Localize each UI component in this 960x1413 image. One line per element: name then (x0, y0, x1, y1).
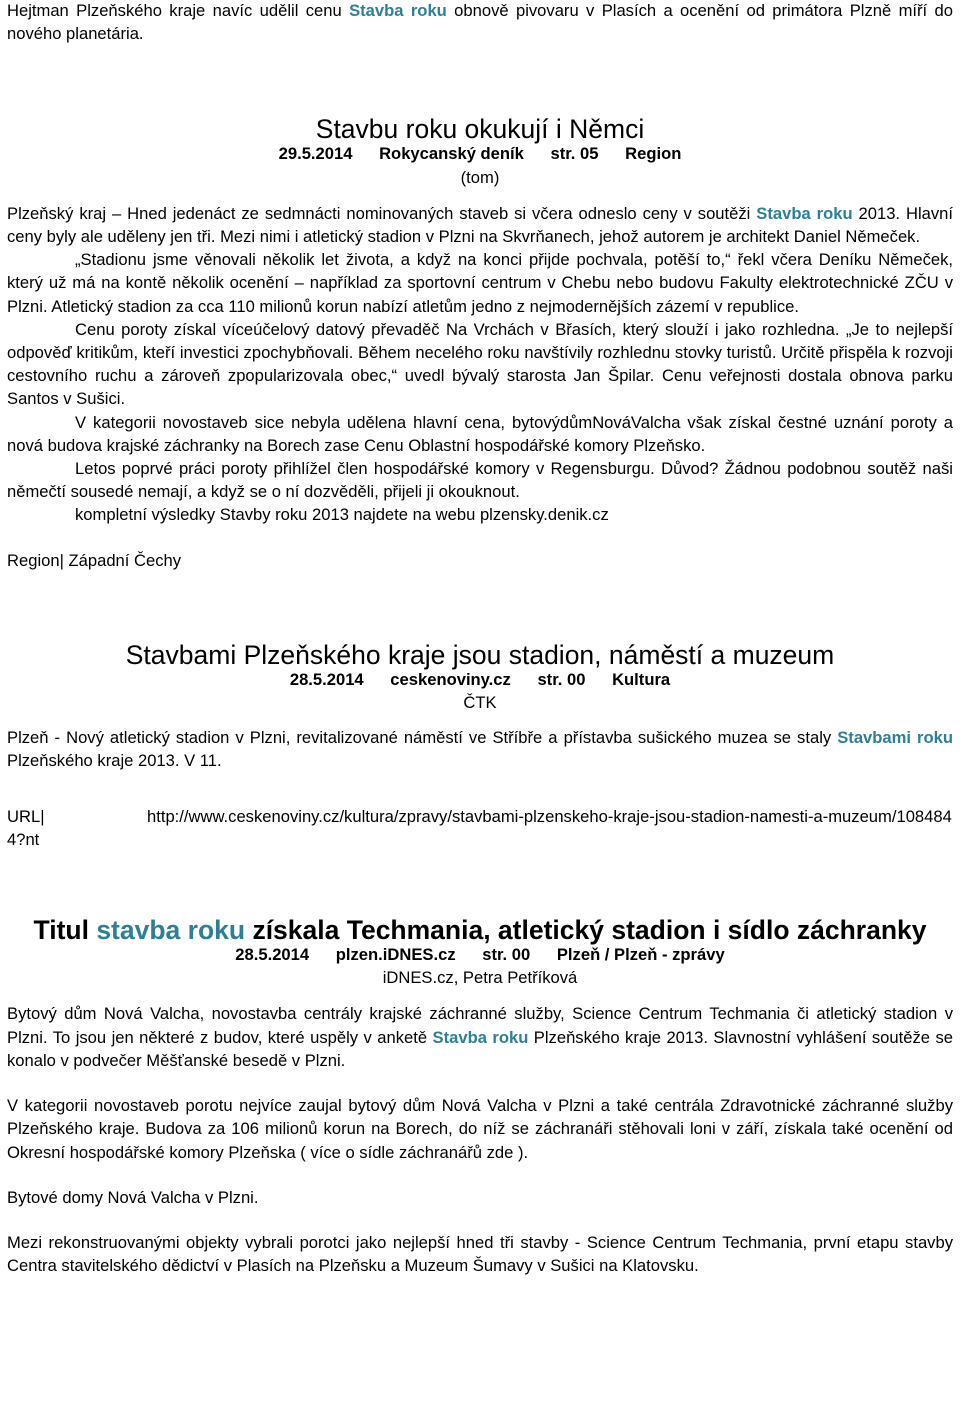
url-line (7, 805, 953, 851)
article-paragraph: Plzeň - Nový atletický stadion v Plzni, revitalizované náměstí ve Stříbře a přístavba sušického muzea se staly Stavbami roku Plzeňského kraje 2013. V 11. (7, 728, 953, 771)
keyword-link[interactable]: Stavba roku (349, 1, 447, 20)
article-meta: 28.5.2014 ceskenoviny.cz str. 00 Kultura (289, 669, 671, 689)
article-paragraph: V kategorii novostaveb porotu nejvíce zaujal bytový dům Nová Valcha v Plzni a také centrála Zdravotnické záchranné služby Plzeňského kraje. Budova za 106 milionů korun na Borech, do níž se záchranáři stěhovali loni v září, získala také ocenění od Okresní hospodářské komory Plzeňska ( více o sídle záchranářů zde ). (7, 1096, 953, 1162)
url-label: URL| (7, 806, 45, 826)
article-paragraph: kompletní výsledky Stavby roku 2013 najdete na webu plzensky.denik.cz (75, 505, 609, 525)
article-author: (tom) (460, 167, 500, 187)
keyword-link[interactable]: Stavba roku (432, 1027, 529, 1047)
article-paragraph: Cenu poroty získal víceúčelový datový převaděč Na Vrchách v Břasích, který slouží i jako rozhledna. „Je to nejlepší odpověď kritikům, kteří investici zpochybňovali. Během necelého roku navštívily rozhlednu stovky turistů. Určitě přispěla k rozvoji cestovního ruchu a zároveň zpopularizovala obec,“ uvedl bývalý starosta Jan Špilar. Cenu veřejnosti dostala obnova parku Santos v Sušici. (7, 319, 953, 409)
article-title: Stavbami Plzeňského kraje jsou stadion, náměstí a muzeum (125, 639, 835, 670)
article-author: ČTK (463, 693, 497, 713)
article-paragraph: Mezi rekonstruovanými objekty vybrali porotci jako nejlepší hned tři stavby - Science Centrum Techmania, první etapu stavby Centra stavitelského dědictví v Plasích na Plzeňsku a Muzeum Šumavy v Sušici na Klatovsku. (7, 1232, 953, 1276)
article-paragraph: Letos poprvé práci poroty přihlížel člen hospodářské komory v Regensburgu. Důvod? Žádnou podobnou soutěž naši němečtí sousedé nemají, a když se o ní dozvěděli, přijeli ji okouknout. (7, 459, 953, 502)
article-paragraph: Bytové domy Nová Valcha v Plzni. (7, 1187, 259, 1207)
keyword-link[interactable]: Stavba roku (756, 203, 853, 223)
article-meta: 28.5.2014 plzen.iDNES.cz str. 00 Plzeň / Plzeň - zprávy (235, 945, 725, 965)
article-meta: 29.5.2014 Rokycanský deník str. 05 Region (278, 144, 682, 164)
article-2 (7, 640, 953, 851)
intro-paragraph: Hejtman Plzeňského kraje navíc udělil cenu Stavba roku obnově pivovaru v Plasích a ocenění od primátora Plzně míří do nového planetária. (7, 1, 953, 44)
source-url[interactable]: http://www.ceskenoviny.cz/kultura/zpravy/stavbami-plzenskeho-kraje-jsou-stadion-namesti-a-muzeum/1084844?nt (7, 806, 952, 849)
article-3 (7, 915, 953, 1277)
article-author: iDNES.cz, Petra Petříková (382, 968, 578, 988)
article-paragraph: V kategorii novostaveb sice nebyla udělena hlavní cena, bytovýdůmNováValcha však získal čestné uznání poroty a nová budova krajské záchranky na Borech zase Cenu Oblastní hospodářské komory Plzeňsko. (7, 412, 953, 455)
keyword-link[interactable]: Stavbami roku (837, 728, 953, 748)
article-1 (7, 114, 953, 571)
article-title: Stavbu roku okukují i Němci (315, 114, 645, 145)
article-title: Titul stavba roku získala Techmania, atletický stadion i sídlo záchranky (33, 915, 927, 946)
title-keyword-link[interactable]: stavba roku (96, 915, 246, 946)
article-paragraph: Bytový dům Nová Valcha, novostavba centrály krajské záchranné služby, Science Centrum Techmania či atletický stadion v Plzni. To jsou jen některé z budov, které uspěly v anketě Stavba roku Plzeňského kraje 2013. Slavnostní vyhlášení soutěže se konalo v podvečer Měšťanské besedě v Plzni. (7, 1004, 953, 1070)
region-label: Region| Západní Čechy (7, 550, 182, 570)
article-paragraph: „Stadionu jsme věnovali několik let života, a když na konci přijde pochvala, potěší to,“ řekl včera Deníku Němeček, který už má na kontě několik ocenění – například za sportovní centrum v Chebu nebo budovu Fakulty elektrotechnické ZČU v Plzni. Atletický stadion za cca 110 milionů korun nabízí atletům jedno z nejmodernějších zázemí v republice. (7, 250, 953, 316)
article-paragraph: Plzeňský kraj – Hned jedenáct ze sedmnácti nominovaných staveb si včera odneslo ceny v soutěži Stavba roku 2013. Hlavní ceny byly ale uděleny jen tři. Mezi nimi i atletický stadion v Plzni na Skvrňanech, jehož autorem je architekt Daniel Němeček. (7, 203, 953, 247)
